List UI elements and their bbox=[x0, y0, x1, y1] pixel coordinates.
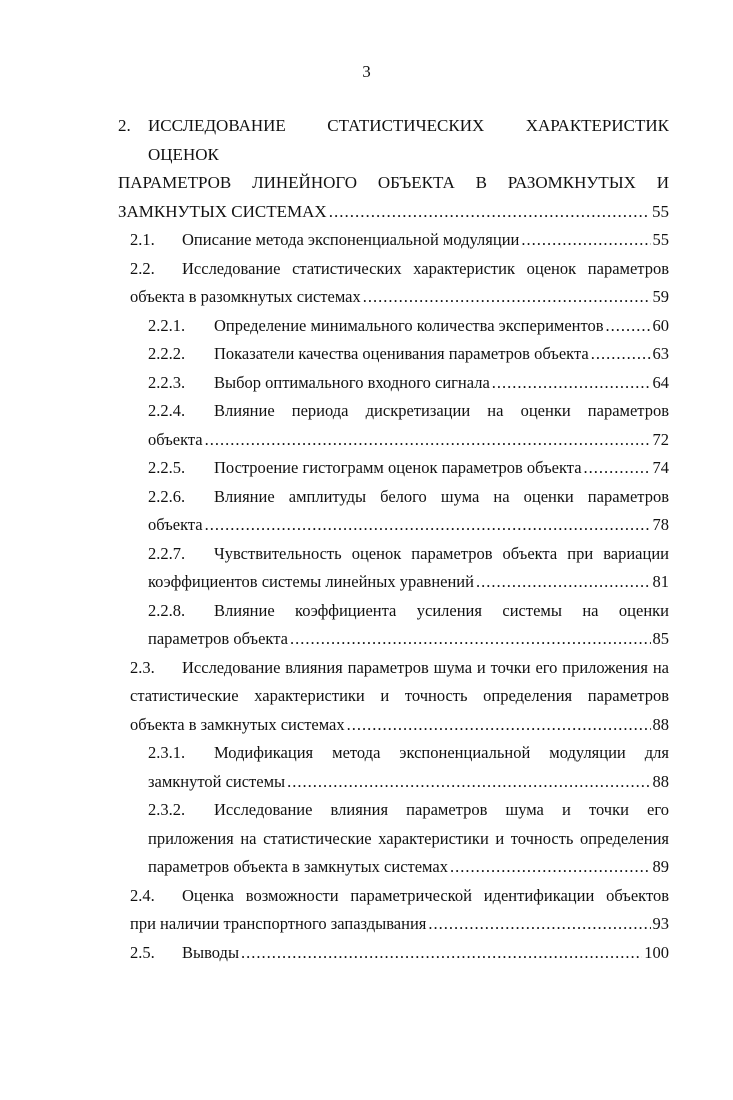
page-number: 3 bbox=[362, 62, 371, 81]
leader-dots bbox=[287, 768, 650, 797]
toc-entry-2-2-2[interactable] bbox=[118, 340, 669, 369]
toc-entry-2-2[interactable] bbox=[118, 255, 669, 312]
leader-dots bbox=[290, 625, 651, 654]
toc-page-number: 81 bbox=[652, 572, 669, 591]
toc-entry-number: 2. bbox=[118, 116, 131, 135]
leader-dots bbox=[205, 511, 651, 540]
toc-page-number: 55 bbox=[652, 201, 669, 221]
leader-dots bbox=[205, 426, 651, 455]
toc-entry-number: 2.2. bbox=[130, 258, 155, 278]
toc-page-number: 100 bbox=[644, 942, 669, 962]
toc-entry-2-5[interactable] bbox=[118, 939, 669, 968]
toc-entry-title: Влияние периода дискретизации на оценки параметров bbox=[214, 401, 669, 420]
toc-entry-number: 2.2.4. bbox=[148, 401, 186, 420]
leader-dots bbox=[241, 939, 642, 968]
toc-entry-number: 2.1. bbox=[130, 230, 155, 249]
toc-entry-title: параметров объекта bbox=[148, 629, 288, 648]
toc-entry-title: Определение минимального количества экспериментов bbox=[214, 315, 604, 335]
toc-entry-2-3-1[interactable] bbox=[118, 739, 669, 796]
toc-entry-2-4[interactable] bbox=[118, 882, 669, 939]
leader-dots bbox=[606, 312, 651, 341]
toc-entry-title: Исследование влияния параметров шума и точки его bbox=[214, 800, 669, 819]
toc-entry-number: 2.2.6. bbox=[148, 486, 186, 506]
toc-entry-title: Построение гистограмм оценок параметров объекта bbox=[214, 458, 582, 477]
toc-entry-2-2-5[interactable] bbox=[118, 454, 669, 483]
toc-entry-title: Влияние коэффициента усиления системы на оценки bbox=[214, 600, 669, 620]
toc-page-number: 93 bbox=[652, 914, 669, 933]
toc-entry-number: 2.3.2. bbox=[148, 800, 186, 819]
toc-page-number: 63 bbox=[652, 344, 669, 363]
toc-page-number: 72 bbox=[652, 429, 669, 449]
toc-entry-title: объекта bbox=[148, 429, 203, 449]
leader-dots bbox=[363, 283, 651, 312]
toc-entry-number: 2.2.2. bbox=[148, 344, 186, 363]
toc-entry-title: коэффициентов системы линейных уравнений bbox=[148, 572, 474, 591]
toc-page-number: 64 bbox=[652, 372, 669, 392]
toc-entry-2-3[interactable] bbox=[118, 654, 669, 740]
toc-entry-title: Модификация метода экспоненциальной модуляции для bbox=[214, 743, 669, 762]
leader-dots bbox=[521, 226, 650, 255]
toc-entry-2-2-3[interactable] bbox=[118, 369, 669, 398]
toc-entry-title: объекта bbox=[148, 515, 203, 534]
toc-entry-2[interactable] bbox=[118, 112, 669, 226]
toc-page-number: 88 bbox=[652, 771, 669, 791]
toc-entry-title: Выводы bbox=[182, 942, 240, 962]
toc-entry-title: параметров объекта в замкнутых системах bbox=[148, 857, 448, 876]
toc-entry-title: Показатели качества оценивания параметров объекта bbox=[214, 344, 589, 363]
toc-entry-2-3-2[interactable] bbox=[118, 796, 669, 882]
toc-entry-title: ПАРАМЕТРОВ ЛИНЕЙНОГО ОБЪЕКТА В РАЗОМКНУТЫХ И bbox=[118, 173, 669, 192]
toc-entry-2-2-1[interactable] bbox=[118, 312, 669, 341]
leader-dots bbox=[428, 910, 650, 939]
leader-dots bbox=[450, 853, 651, 882]
table-of-contents bbox=[118, 112, 669, 967]
toc-entry-title: Исследование влияния параметров шума и точки его приложения на bbox=[182, 657, 669, 677]
toc-entry-title: 2. ИССЛЕДОВАНИЕ СТАТИСТИЧЕСКИХ ХАРАКТЕРИСТИК ОЦЕНОК bbox=[118, 112, 669, 169]
toc-entry-title: Исследование статистических характеристик оценок параметров bbox=[182, 258, 669, 278]
toc-entry-2-1[interactable] bbox=[118, 226, 669, 255]
toc-entry-number: 2.3.1. bbox=[148, 743, 186, 762]
toc-entry-title: Влияние амплитуды белого шума на оценки параметров bbox=[214, 486, 669, 506]
toc-entry-leader: ЗАМКНУТЫХ СИСТЕМАХ ..... 55 bbox=[118, 198, 669, 227]
toc-entry-number: 2.2.1. bbox=[148, 315, 186, 335]
toc-page-number: 59 bbox=[652, 287, 669, 306]
toc-page-number: 85 bbox=[652, 629, 669, 648]
toc-page-number: 78 bbox=[652, 515, 669, 534]
toc-page-number: 60 bbox=[652, 315, 669, 335]
leader-dots bbox=[584, 454, 651, 483]
toc-entry-number: 2.2.3. bbox=[148, 372, 186, 392]
toc-entry-number: 2.4. bbox=[130, 885, 155, 905]
leader-dots bbox=[347, 711, 651, 740]
toc-entry-2-2-7[interactable] bbox=[118, 540, 669, 597]
toc-page-number: 88 bbox=[652, 714, 669, 734]
toc-entry-2-2-4[interactable] bbox=[118, 397, 669, 454]
toc-entry-title: Оценка возможности параметрической идентификации объектов bbox=[182, 885, 669, 905]
toc-entry-number: 2.5. bbox=[130, 942, 155, 962]
toc-entry-2-2-8[interactable] bbox=[118, 597, 669, 654]
toc-entry-title: объекта в замкнутых системах bbox=[130, 714, 345, 734]
toc-page-number: 55 bbox=[652, 230, 669, 249]
toc-entry-title: статистические характеристики и точность определения параметров bbox=[130, 686, 669, 705]
toc-entry-2-2-6[interactable] bbox=[118, 483, 669, 540]
toc-entry-title: объекта в разомкнутых системах bbox=[130, 287, 361, 306]
toc-page-number: 74 bbox=[652, 458, 669, 477]
toc-entry-title: приложения на статистические характеристики и точность определения bbox=[148, 828, 669, 848]
leader-dots bbox=[591, 340, 651, 369]
leader-dots bbox=[476, 568, 651, 597]
toc-entry-title: Выбор оптимального входного сигнала bbox=[214, 372, 490, 392]
toc-entry-number: 2.2.5. bbox=[148, 458, 186, 477]
leader-dots bbox=[329, 198, 650, 227]
leader-dots bbox=[492, 369, 651, 398]
toc-entry-title: Описание метода экспоненциальной модуляции bbox=[182, 230, 520, 249]
toc-page-number: 89 bbox=[652, 857, 669, 876]
toc-entry-number: 2.2.7. bbox=[148, 543, 186, 563]
toc-entry-number: 2.2.8. bbox=[148, 600, 186, 620]
toc-entry-title: при наличии транспортного запаздывания bbox=[130, 914, 427, 933]
toc-entry-number: 2.3. bbox=[130, 657, 155, 677]
toc-entry-title: Чувствительность оценок параметров объекта при вариации bbox=[214, 543, 669, 563]
toc-entry-title: замкнутой системы bbox=[148, 771, 286, 791]
